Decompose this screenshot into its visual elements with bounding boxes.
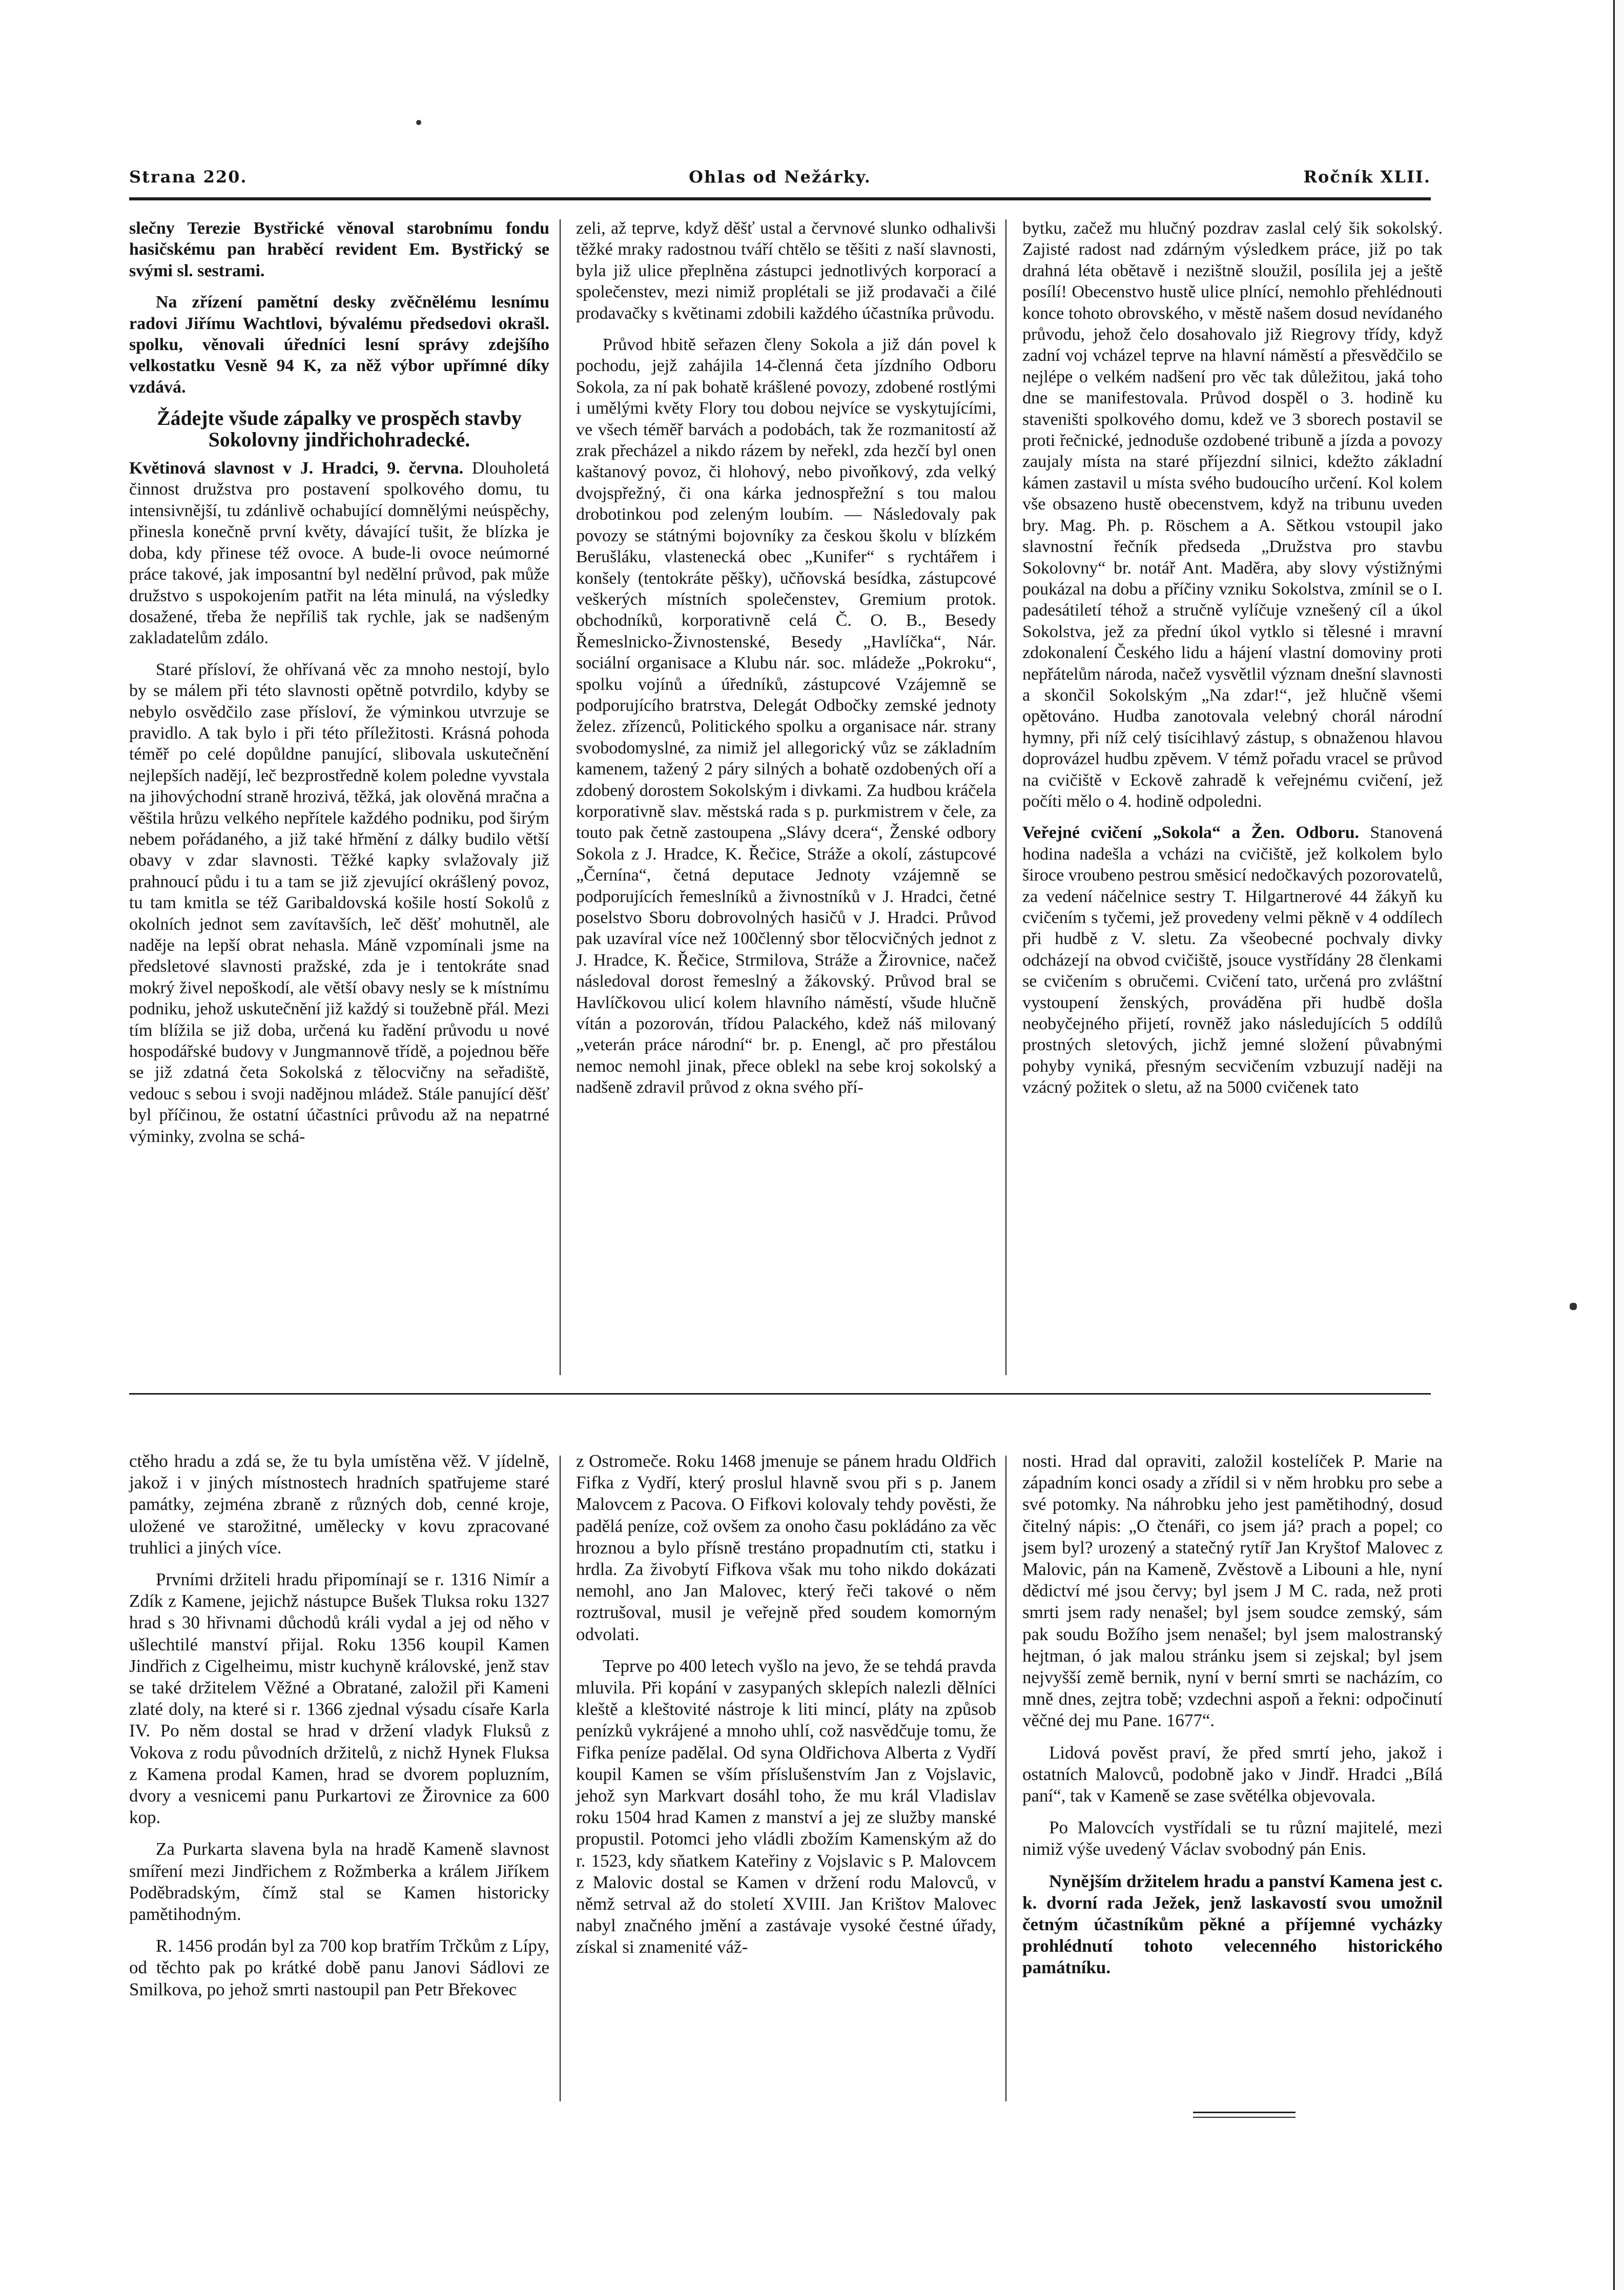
lower-column-2 (576, 1450, 996, 2101)
article-paragraph: Za Purkarta slavena byla na hradě Kameně slavnost smíření mezi Jindřichem z Rožmberka a králem Jiříkem Poděbradským, čímž stal se Kamen historicky pamětihodným. (129, 1839, 549, 1925)
article-paragraph: nosti. Hrad dal opraviti, založil kostelíček P. Marie na západním konci osady a zřídil si v něm hrobku pro sebe a své potomky. Na náhrobku jeho jest pamětihodný, dosud čitelný nápis: „O čtenáři, co jsem já? prach a popel; co jsem byl? urozený a statečný rytíř Jan Kryštof Malovec z Malovic, pán na Kameně, Zvěstově a Libouni a hle, nyní dědictví mé jsou červy; byl jsem J M C. rada, než proti smrti jsem rady nenašel; byl jsem soudce zemský, sám pak soudu Božího jsem nenašel; byl jsem malostranský hejtman, ó jak malou stránku jsem si zejskal; byl jsem nejvyšší země bernik, nyní v berní smrti se nacházím, co mně dnes, zejtra tobě; vzdechni aspoň a řekni: odpočinutí věčné dej mu Pane. 1677“. (1022, 1451, 1443, 1731)
ink-spot (1570, 1303, 1577, 1310)
article-paragraph: Průvod hbitě seřazen členy Sokola a již dán povel k pochodu, jejž zahájila 14-členná četa jízdního Odboru Sokola, za ní pak bohatě krášlené povozy, zdobené rostlými i umělými květy Flory tou dobou nejvíce se vyskytujícími, ve všech téměř barvách a podobách, tak že rozmanitostí až zrak přecházel a nikdo rázem by neřekl, zda hezčí byl onen kaštanový povoz, či hlohový, nebo pivoňkový, zda velký dvojspřežný, či ona kárka jednospřežní s tou malou drobotinkou pod zeleným loubím. — Následovaly pak povozy se státnými bojovníky za českou školu v blízkém Berušláku, vlastenecká obec „Kunifer“ s rychtářem i konšely (tentokráte pěšky), učňovská besídka, zástupcové veškerých místních společenstev, Gremium protok. obchodníků, korporativně celá Č. O. B., Besedy Řemeslnicko-Živnostenské, Besedy „Havlíčka“, Nár. sociální organisace a Klubu nár. soc. mládeže „Pokroku“, spolku vojínů a úředníků, zástupcové Vzájemně se podporujícího bratrstva, Delegát Odbočky zemské jednoty želez. zřízenců, Politického spolku a organisace nár. strany svobodomyslné, za nimiž jel allegorický vůz se základním kamenem, tažený 2 páry silných a bohatě ozdobených oří a zdobený dorostem Sokolským i divkami. Za hudbou kráčela korporativně slav. městská rada s p. purkmistrem v čele, za touto pak četně zastoupena „Slávy dcera“, Ženské odbory Sokola z J. Hradce, K. Řečice, Stráže a okolí, zástupcové „Černína“, četná deputace Jednoty vzájemně se podporujících řemeslníků a živnostníků v J. Hradci, četné poselstvo Sboru dobrovolných hasičů v J. Hradci. Průvod pak uzavíral více než 100členný sbor tělocvičných jednot z J. Hradce, K. Řečice, Strmilova, Stráže a Žirovnice, načež následoval dorost řemeslný a žákovský. Průvod bral se Havlíčkovou ulicí kolem hlavního náměstí, všude hlučně vítán a pozorován, třídou Palackého, kdež náš milovaný „veterán práce národní“ br. p. Enengl, ač pro přestálou nemoc nemohl jinak, přece oblekl na sebe kroj sokolský a nadšeně zdravil průvod z okna svého pří- (576, 335, 996, 1097)
article-paragraph: ctěho hradu a zdá se, že tu byla umístěna věž. V jídelně, jakož i v jiných místnostech hradních spatřujeme staré památky, zejména zbraně z různých dob, cenné kroje, uložené ve starožitné, umělecky v kovu zpracované truhlici a jiných více. (129, 1451, 549, 1558)
header-rule (129, 197, 1431, 200)
end-rule (1193, 2112, 1296, 2113)
matches-appeal-heading: Žádejte všude zápalky ve prospěch stavby Sokolovny jindřichohradecké. (157, 407, 522, 451)
ink-spot (416, 120, 421, 125)
lower-column-1 (129, 1450, 549, 2101)
upper-column-2 (576, 218, 996, 1379)
column-divider (1005, 219, 1006, 1375)
end-rule (1193, 2117, 1296, 2118)
column-divider (1005, 1456, 1006, 2101)
article-paragraph (1022, 822, 1443, 1098)
article-paragraph: bytku, začež mu hlučný pozdrav zaslal celý šik sokolský. Zajisté radost nad zdárným výsledkem práce, již po tak drahná léta obětavě i nezištně sloužil, posílila jej a ještě posílí! Obecenstvo hustě ulice plnící, nemohlo přehlédnouti konce tohoto obrovského, v městě našem dosud nevídaného průvodu, jehož čelo dosahovalo již Riegrovy třídy, když zadní voj vcházel teprve na hlavní náměstí a přesvědčilo se nejlépe o velkém nadšení pro věc tak důležitou, jaká toho dne se manifestovala. Průvod dospěl o 3. hodině ku staveništi spolkového domu, kdež ve 3 sborech postavil se proti řečnické, jednoduše ozdobené tribuně a jízda a povozy zaujaly místa na staré příjezdní silnici, kdežto základní kámen zastavil u místa svého budoucího určení. Kol kolem vše obsazeno hustě obecenstvem, když na tribunu uveden bry. Mag. Ph. p. Röschem a A. Sětkou vstoupil jako slavnostní řečník předseda „Družstva pro stavbu Sokolovny“ br. notář Ant. Maděra, aby slovy výstižnými poukázal na dobu a příčiny vzniku Sokolstva, zmínil se o I. padesátiletí téhož a stručně vylíčuje vznešený cíl a úkol Sokolstva, jež za přední úkol vytklo si tělesné i mravní zdokonalení Českého lidu a hájení vlastní domoviny proti nepřátelům národa, načež vysvětlil význam dnešní slavnosti a skončil Sokolským „Na zdar!“, jež hlučně všemi opětováno. Hudba zanotovala velebný chorál národní hymny, při níž celý tisícihlavý zástup, s obnaženou hlavou doprovázel hudbu zpěvem. V témž pořadu vracel se průvod na cvičiště v Eckově zahradě k veřejnému cvičení, jež počíti mělo o 4. hodině odpoledni. (1022, 219, 1443, 811)
article-paragraph: Po Malovcích vystřídali se tu různí majitelé, mezi nimiž výše uvedený Václav svobodný pán Enis. (1022, 1817, 1443, 1859)
article-paragraph: Lidová pověst praví, že před smrtí jeho, jakož i ostatních Malovců, podobně jako v Jindř. Hradci „Bílá paní“, tak v Kameně se zase světélka objevovala. (1022, 1742, 1443, 1806)
article-title: Květinová slavnost v J. Hradci, 9. června. (129, 459, 464, 478)
article-paragraph: R. 1456 prodán byl za 700 kop bratřím Trčkům z Lípy, od těchto pak po krátké době panu Janovi Sádlovi ze Smilkova, po jehož smrti nastoupil pan Petr Břekovec (129, 1936, 549, 1999)
column-divider (560, 219, 561, 1375)
lower-column-3 (1022, 1450, 1443, 2101)
upper-column-1 (129, 218, 549, 1379)
page-number: Strana 220. (129, 167, 248, 187)
column-divider (560, 1456, 561, 2101)
upper-column-3 (1022, 218, 1443, 1379)
newspaper-title: Ohlas od Nežárky. (689, 167, 871, 187)
donation-note: slečny Terezie Bystřické věnoval starobnímu fondu hasičskému pan hraběcí revident Em. Bystřický se svými sl. sestrami. (129, 219, 549, 280)
volume-label: Ročník XLII. (1303, 167, 1431, 187)
page-edge (1613, 0, 1624, 2290)
article-paragraph: zeli, až teprve, když děšť ustal a červnové slunko odhalivši těžké mraky radostnou tváří chtělo se těšiti z naší slavnosti, byla již ulice přeplněna zástupci jednotlivých korporací a společenstev, mezi nimiž proplétali se již prodavači a čilé prodavačky s květinami zdobili každého účastníka průvodu. (576, 219, 996, 323)
page-header (129, 165, 1431, 196)
section-rule (129, 1393, 1431, 1395)
section-text: Stanovená hodina nadešla a vcházi na cvičiště, jež kolkolem bylo široce vroubeno pestrou směsicí nedočkavých pozorovatelů, za vedení náčelnice sestry T. Hilgartnerové 44 žákyň ku cvičením s tyčemi, jež provedeny velmi pěkně v 4 oddílech při hudbě z V. sletu. Za všeobecné pochvaly divky odcházejí na obvod cvičiště, jsouce vystřídány 28 členkami se cvičením s obručemi. Cvičení tato, určená pro zvláštní vystoupení ženských, prováděna při hudbě došla neobyčejného přijetí, rovněž jako následujících 5 oddílů prostných sletových, jichž jemné složení půvabnými pohyby vyniká, přesným secvičením vzbuzují naději na vzácný požitek o sletu, až na 5000 cvičenek tato (1022, 823, 1443, 1097)
article-paragraph: Teprve po 400 letech vyšlo na jevo, že se tehdá pravda mluvila. Při kopání v zasypaných sklepích nalezli dělníci kleště a kleštovité nástroje k liti mincí, pláty na způsob penízků vykrájené a mnoho uhlí, což nasvědčuje tomu, že Fifka peníze padělal. Od syna Oldřichova Alberta z Vydří koupil Kamen se vším příslušenstvím Jan z Vojslavic, jehož syn Markvart dosáhl toho, že mu král Vladislav roku 1504 hrad Kamen z manství a jej ze služby manské propustil. Potomci jeho vládli zbožím Kamenským až do r. 1523, kdy sňatkem Kateřiny z Vojslavic s P. Malovcem z Malovic dostal se Kamen v držení rodu Malovců, v němž setrval až do století XVIII. Jan Krištov Malovec nabyl značného jmění a zastávaje vysoké čestné úřady, získal si znamenité váž- (576, 1655, 996, 1957)
article-text: Dlouholetá činnost družstva pro postavení spolkového domu, tu intensivnější, tu zdánlivě ochabující domnělými neúspěchy, přinesla konečně první květy, dávající tušit, že blízka je doba, kdy přinese též ovoce. A bude-li ovoce neúmorné práce takové, jak imposantní byl nedělní průvod, pak může družstvo s uspokojením patřit na léta minulá, na výsledky dosažené, třeba že nepříliš tak rychle, jak se nadšeným zakladatelům zdálo. (129, 459, 550, 648)
article-paragraph: Staré přísloví, že ohřívaná věc za mnoho nestojí, bylo by se málem při této slavnosti opětně potvrdilo, kdyby se nebylo osvědčilo zase přísloví, že výminkou utvrzuje se pravidlo. A tak bylo i při této příležitosti. Krásná pohoda téměř po celé dopůldne panující, slibovala uskutečnění nejlepších nadějí, leč bezprostředně kolem poledne vyvstala na jihovýchodní straně hrozivá, těžká, jak olověná mračna a věštila hrůzu velkého nepřítele každého podniku, pod širým nebem pořádaného, a již také hřmění z dálky budilo větší obavy v zdar slavnosti. Těžké kapky svlažovaly již prahnoucí půdu i tu a tam se již zjevující okrášlený povoz, tu tam kmitla se též Garibaldovská košile hostí Sokolů z okolních jednot sem zavítavších, leč děšť mohutněl, ale naděje na lepší obrat nehasla. Máně vzpomínali jsme na předsletové slavnosti pražské, zda je i tentokráte snad mokrý živel nepoškodí, ale větší obavy nesly se k místnímu podniku, jehož uskutečnění již každý si toužebně přál. Mezi tím blížila se již doba, určená ku řadění průvodu u nové hospodářské budovy v Jungmannově třídě, a pojednou běře se již zdatná četa Sokolská z tělocvičny na seřadiště, vedouc s sebou i svoji nadějnou mládež. Stále panující děšť byl příčinou, že ostatní účastníci průvodu až na nepatrné výminky, zvolna se schá- (129, 660, 549, 1146)
memorial-plaque-note: Na zřízení pamětní desky zvěčnělému lesnímu radovi Jiřímu Wachtlovi, bývalému předsedovi okrašl. spolku, věnovali úředníci lesní správy zdejšího velkostatku Vesně 94 K, za něž výbor upřímné díky vzdává. (129, 293, 549, 397)
closing-note: Nynějším držitelem hradu a panství Kamena jest c. k. dvorní rada Ježek, jenž laskavostí svou umožnil četným účastníkům pěkné a příjemné vycházky prohlédnutí tohoto velecenného historického památníku. (1022, 1871, 1443, 1978)
article-paragraph: Prvními držiteli hradu připomínají se r. 1316 Nimír a Zdík z Kamene, jejichž nástupce Bušek Tluksa roku 1327 hrad s 30 hřivnami důchodů králi vydal a jej od něho v ušlechtilé manství přijal. Roku 1356 koupil Kamen Jindřich z Cigelheimu, mistr kuchyně královské, jenž stav se také držitelem Věžné a Obratané, založil při Kameni zlaté doly, na které si r. 1366 zjednal výsadu císaře Karla IV. Po něm dostal se hrad v držení vladyk Fluksů z Vokova z rodu původních držitelů, z nichž Hynek Fluksa z Kamena prodal Kamen, hrad se dvorem popluzním, dvory a vesnicemi panu Purkartovi ze Žirovnice za 600 kop. (129, 1569, 549, 1828)
article-paragraph (129, 458, 549, 649)
section-title: Veřejné cvičení „Sokola“ a Žen. Odboru. (1022, 823, 1360, 843)
article-paragraph: z Ostromeče. Roku 1468 jmenuje se pánem hradu Oldřich Fifka z Vydří, který proslul hlavně svou při s p. Janem Malovcem z Pacova. O Fifkovi kolovaly tehdy pověsti, že padělá peníze, což ovšem za onoho času pokládáno za věc hroznou a bylo přísně trestáno propadnutím cti, statku i hrdla. Za živobytí Fifkova však mu toho nikdo dokázati nemohl, ano Jan Malovec, který řeči takové o něm roztrušoval, musil je veřejně před soudem komorným odvolati. (576, 1451, 996, 1644)
